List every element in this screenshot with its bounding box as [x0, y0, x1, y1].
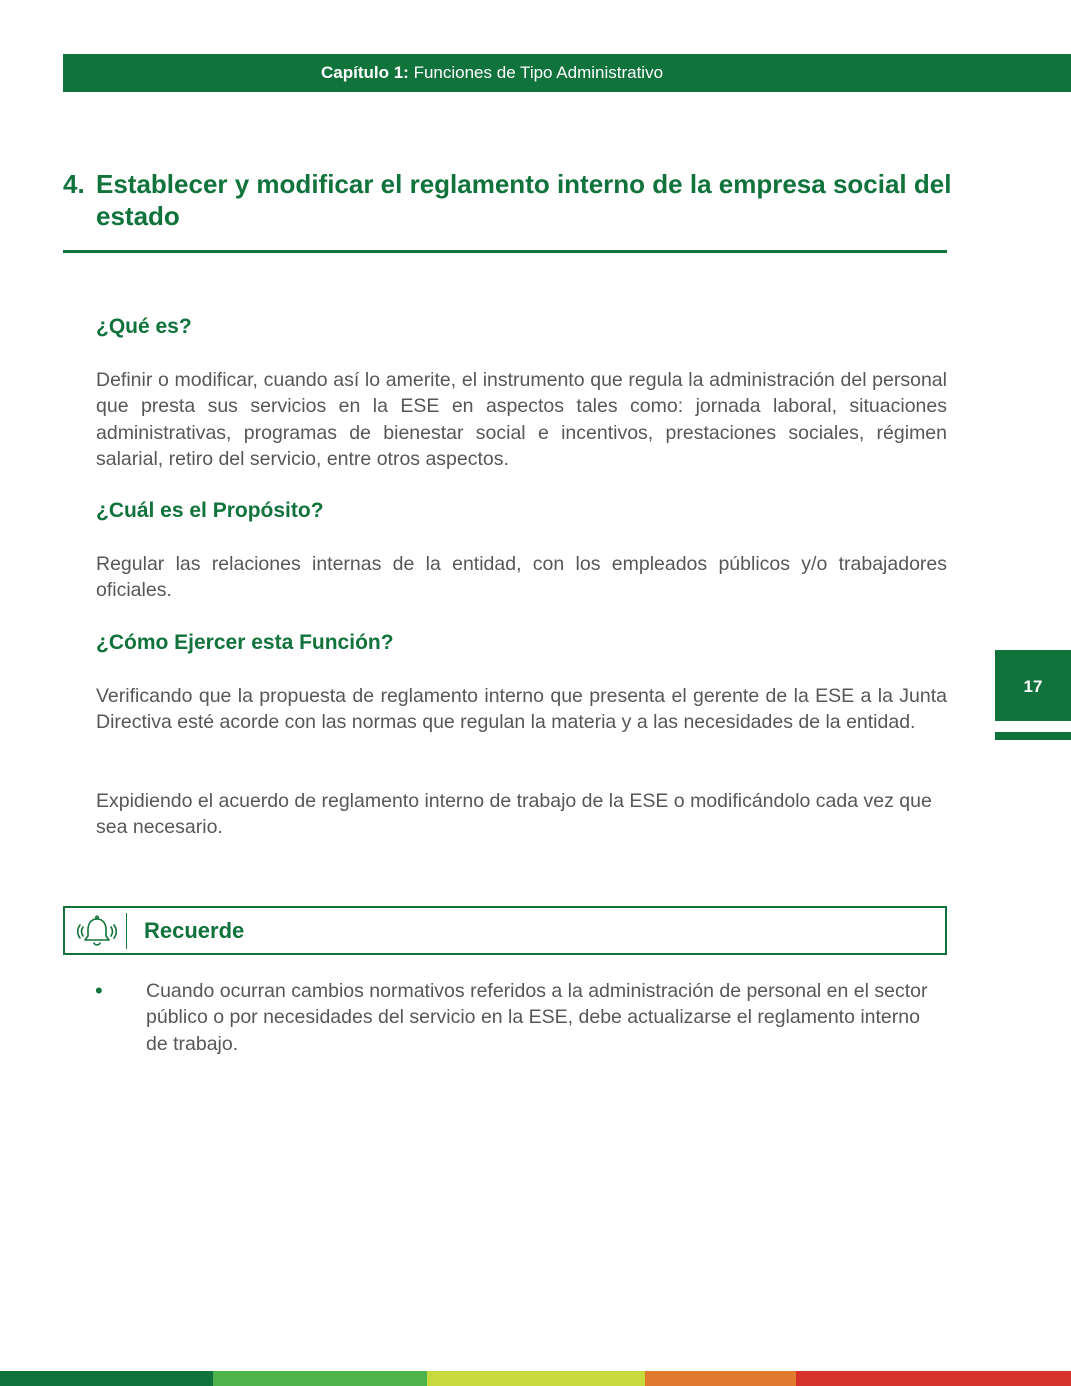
como-ejercer-heading: ¿Cómo Ejercer esta Función?: [96, 631, 394, 654]
recuerde-divider: [126, 913, 127, 949]
proposito-paragraph: Regular las relaciones internas de la entidad, con los empleados públicos y/o trabajadores oficiales.: [96, 553, 947, 602]
footer-segment-red: [796, 1371, 1071, 1386]
footer-segment-dark-green: [0, 1371, 213, 1386]
chapter-title: Funciones de Tipo Administrativo: [413, 63, 664, 82]
chapter-label: Capítulo 1:: [321, 63, 409, 82]
footer-segment-green: [213, 1371, 427, 1386]
bell-icon: [77, 913, 117, 949]
proposito-heading: ¿Cuál es el Propósito?: [96, 499, 324, 522]
como-ejercer-paragraph-2: Expidiendo el acuerdo de reglamento interno de trabajo de la ESE o modificándolo cada vez que sea necesario.: [96, 790, 932, 839]
footer-segment-orange: [645, 1371, 796, 1386]
page-number-tab: [995, 650, 1071, 721]
footer-color-strip: [0, 1371, 1071, 1386]
como-ejercer-paragraph-1: Verificando que la propuesta de reglamento interno que presenta el gerente de la ESE a la Junta Directiva esté acorde con las normas que regulan la materia y a las necesidades de la entidad.: [96, 685, 947, 734]
que-es-paragraph: Definir o modificar, cuando así lo amerite, el instrumento que regula la administración del personal que presta sus servicios en la ESE en aspectos tales como: jornada laboral, situaciones administrativas, programas de bienestar social e incentivos, prestaciones sociales, régimen salarial, retiro del servicio, entre otros aspectos.: [96, 369, 947, 470]
page-number: 17: [1023, 677, 1043, 696]
recuerde-callout: [63, 906, 947, 955]
chapter-header-bar: [63, 54, 1071, 92]
recuerde-label: Recuerde: [144, 918, 245, 943]
bullet-marker: •: [95, 978, 103, 1003]
section-number: 4.: [63, 169, 85, 199]
recuerde-bullet-text: Cuando ocurran cambios normativos referidos a la administración de personal en el sector público o por necesidades del servicio en la ESE, debe actualizarse el reglamento interno de trabajo.: [146, 980, 928, 1055]
section-title-text: Establecer y modificar el reglamento interno de la empresa social del estado: [96, 169, 952, 231]
page-tab-underline: [995, 732, 1071, 740]
footer-segment-lime: [427, 1371, 645, 1386]
section-title-divider: [63, 250, 947, 253]
section-title: [63, 168, 953, 232]
que-es-heading: ¿Qué es?: [96, 315, 192, 338]
